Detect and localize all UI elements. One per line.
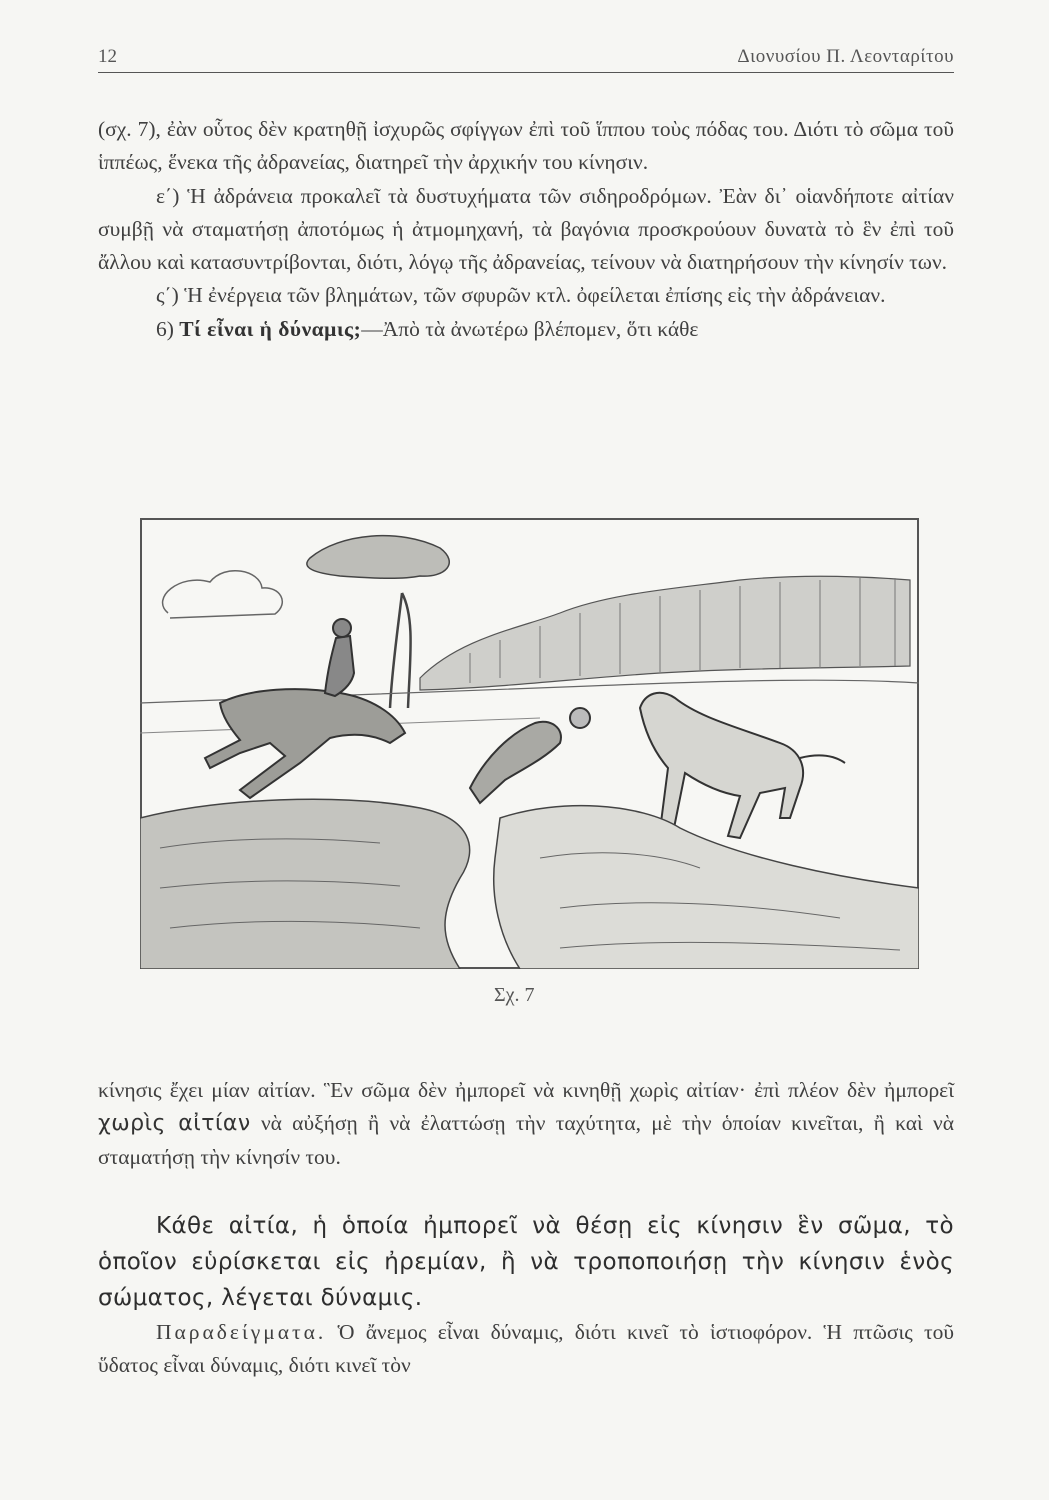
paragraph-continuation: (σχ. 7), ἐὰν οὗτος δὲν κρατηθῇ ἰσχυρῶς σφίγγων ἐπὶ τοῦ ἵππου τοὺς πόδας του. Διότι τὸ σῶμα τοῦ ἱππέως, ἕνεκα τῆς ἀδρανείας, διατηρεῖ τὴν ἀρχικήν του κίνησιν.	[98, 117, 954, 175]
definition-text: Κάθε αἰτία, ἡ ὁποία ἠμπορεῖ νὰ θέσῃ εἰς κίνησιν ἓν σῶμα, τὸ ὁποῖον εὑρίσκεται εἰς ἠρεμίαν, ἢ νὰ τροποποιήσῃ τὴν κίνησιν ἑνὸς σώματος, λέγεται δύναμις.	[98, 1213, 954, 1311]
page-header	[98, 44, 954, 73]
section-number: 6)	[156, 316, 174, 341]
emphasis-without-cause: χωρὶς αἰτίαν	[98, 1111, 251, 1137]
paragraph-railway-accidents: ε΄) Ἡ ἀδράνεια προκαλεῖ τὰ δυστυχήματα τῶν σιδηροδρόμων. Ἐὰν δι᾿ οἱανδήποτε αἰτίαν συμβῇ νὰ σταματήσῃ ἀποτόμως ἡ ἀτμομηχανή, τὰ βαγόνια προσκρούουν δυνατὰ τὸ ἓν ἐπὶ τοῦ ἄλλου καὶ κατασυντρίβονται, διότι, λόγῳ τῆς ἀδρανείας, τείνουν νὰ διατηρήσουν τὴν κίνησίν των.	[98, 183, 954, 275]
after-figure-block	[98, 1074, 954, 1174]
top-text-block	[98, 113, 954, 346]
figure-caption: Σχ. 7	[494, 984, 535, 1006]
figure-horse-rider-illustration	[140, 518, 919, 969]
force-definition	[98, 1208, 954, 1316]
paragraph-examples	[98, 1316, 954, 1383]
examples-block	[98, 1316, 954, 1383]
page-number: 12	[98, 46, 117, 67]
section-lead-text: —Ἀπὸ τὰ ἀνωτέρω βλέπομεν, ὅτι κάθε	[361, 316, 699, 341]
examples-text: Ὁ ἄνεμος εἶναι δύναμις, διότι κινεῖ τὸ ἱστιοφόρον. Ἡ πτῶσις τοῦ ὕδατος εἶναι δύναμις, διότι κινεῖ τὸν	[98, 1320, 954, 1378]
text-segment: νὰ αὐξήσῃ ἢ νὰ ἐλαττώσῃ τὴν ταχύτητα, μὲ τὴν ὁποίαν κινεῖται, ἢ καὶ νὰ σταματήσῃ τὴν κίνησίν του.	[98, 1111, 954, 1169]
text-segment: κίνησις ἔχει μίαν αἰτίαν. Ἓν σῶμα δὲν ἠμπορεῖ νὰ κινηθῇ χωρὶς αἰτίαν· ἐπὶ πλέον δὲν ἠμπορεῖ	[98, 1078, 954, 1102]
ditch-bank-left	[140, 799, 470, 969]
section-heading: Τί εἶναι ἡ δύναμις;	[179, 316, 362, 341]
running-head: Διονυσίου Π. Λεονταρίτου	[737, 46, 954, 67]
examples-label: Παραδείγματα.	[156, 1320, 327, 1344]
section-6-paragraph	[98, 313, 954, 346]
paragraph-cause-of-motion	[98, 1074, 954, 1174]
paragraph-projectiles: ς΄) Ἡ ἐνέργεια τῶν βλημάτων, τῶν σφυρῶν κτλ. ὀφείλεται ἐπίσης εἰς τὴν ἀδράνειαν.	[156, 283, 886, 308]
